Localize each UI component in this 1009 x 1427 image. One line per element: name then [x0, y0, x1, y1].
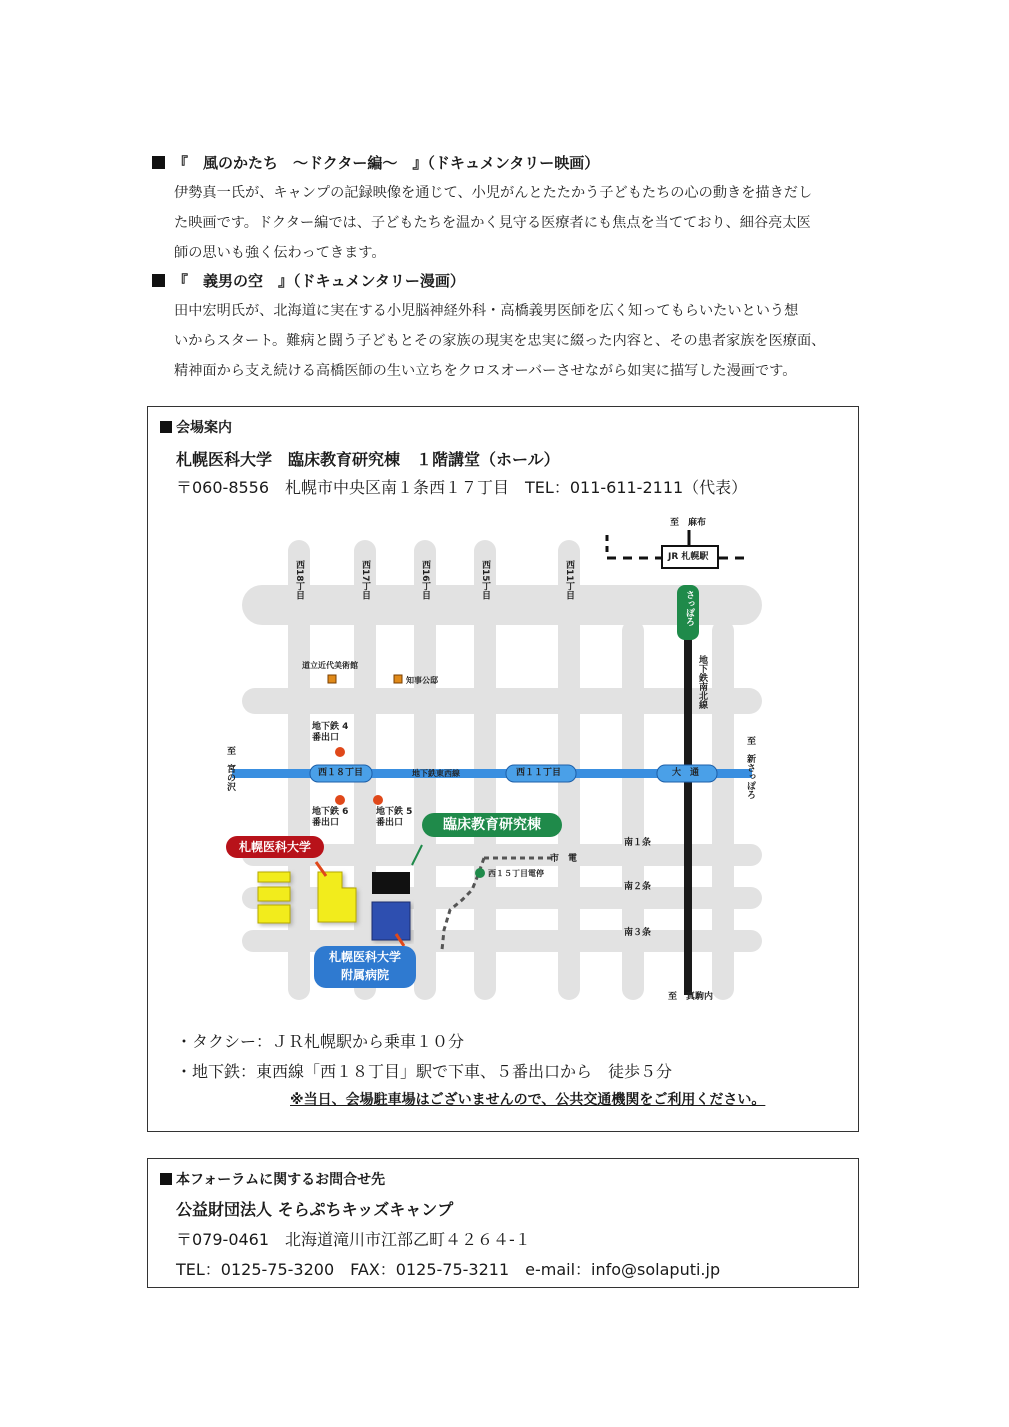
street-nishi11: 西11丁目: [564, 560, 574, 600]
namboku-line: [684, 625, 692, 995]
label-to-makomanai: 至 真駒内: [668, 992, 714, 1002]
film-line-3: 師の思いも強く伝わってきます。: [174, 245, 386, 261]
venue-title: 会場案内: [160, 417, 232, 437]
parking-note: ※当日、会場駐車場はございませんので、公共交通機関をご利用ください。: [290, 1092, 766, 1108]
bullet-square-icon: [160, 1173, 172, 1185]
label-tram-stop: 西１５丁目電停: [488, 869, 544, 878]
street-nishi17: 西17丁目: [360, 560, 370, 600]
street-nishi16: 西16丁目: [420, 560, 430, 600]
contact-address: 〒079-0461 北海道滝川市江部乙町４２６４-１: [176, 1230, 531, 1249]
hospital-label-line2: 附属病院: [340, 968, 389, 982]
university-callout: 札幌医科大学: [226, 836, 324, 858]
bullet-square-icon: [152, 156, 165, 169]
label-south3: 南３条: [624, 928, 652, 938]
label-station-odori: 大 通: [672, 768, 700, 778]
bullet-square-icon: [152, 274, 165, 287]
label-station-nishi18: 西１８丁目: [318, 768, 364, 778]
tram-stop-marker: [475, 868, 485, 878]
film-description: [174, 178, 864, 268]
access-taxi: ・タクシー：ＪＲ札幌駅から乗車１０分: [176, 1032, 465, 1051]
clinical-building-callout: 臨床教育研究棟: [422, 813, 562, 837]
label-exit5: 地下鉄 5番出口: [376, 807, 413, 828]
governor-marker: [394, 675, 402, 683]
label-tram: 市 電: [550, 854, 578, 864]
access-map: [222, 510, 782, 1010]
hospital-label-line1: 札幌医科大学: [328, 950, 401, 964]
label-to-asabu: 至 麻布: [670, 518, 707, 528]
manga-heading: 『 義男の空 』（ドキュメンタリー漫画）: [152, 270, 465, 291]
exit4-marker: [335, 747, 345, 757]
map-graphic: [222, 510, 782, 1010]
label-exit6: 地下鉄 6番出口: [312, 807, 349, 828]
label-jr-station: JR 札幌駅: [668, 552, 709, 562]
manga-line-3: 精神面から支え続ける高橋医師の生い立ちをクロスオーバーさせながら如実に描写した漫画です。: [174, 363, 797, 379]
label-south1: 南１条: [624, 838, 652, 848]
manga-line-1: 田中宏明氏が、北海道に実在する小児脳神経外科・高橋義男医師を広く知ってもらいたいという想: [174, 303, 799, 319]
label-museum: 道立近代美術館: [302, 661, 358, 670]
bullet-square-icon: [160, 421, 172, 433]
label-tozai-line: 地下鉄東西線: [412, 769, 460, 778]
hospital-building: [372, 902, 410, 940]
exit5-marker: [373, 795, 383, 805]
hospital-callout: [314, 946, 416, 988]
film-line-2: た映画です。ドクター編では、子どもたちを温かく見守る医療者にも焦点を当てており、細谷亮太医: [174, 215, 811, 231]
label-to-shin-sapporo: 至 新さっぽろ: [745, 736, 755, 799]
manga-description: [174, 296, 864, 386]
film-line-1: 伊勢真一氏が、キャンプの記録映像を通じて、小児がんとたたかう子どもたちの心の動きを描きだし: [174, 185, 813, 201]
contact-org: 公益財団法人 そらぷちキッズキャンプ: [176, 1200, 454, 1219]
contact-box: [147, 1158, 859, 1288]
contact-title: 本フォーラムに関するお問合せ先: [160, 1169, 385, 1189]
manga-line-2: いからスタート。難病と闘う子どもとその家族の現実を忠実に綴った内容と、その患者家族を医療面、: [174, 333, 826, 349]
access-subway: ・地下鉄：東西線「西１８丁目」駅で下車、５番出口から 徒歩５分: [176, 1062, 673, 1081]
venue-place: 札幌医科大学 臨床教育研究棟 １階講堂（ホール）: [176, 450, 560, 469]
museum-marker: [328, 675, 336, 683]
label-namboku-line: 地下鉄南北線: [697, 655, 707, 709]
contact-phone: TEL：0125-75-3200 FAX：0125-75-3211 e-mail：info@solaputi.jp: [176, 1260, 721, 1279]
label-governor: 知事公邸: [406, 676, 438, 685]
label-to-miyanosawa: 至 宮の沢: [225, 746, 235, 791]
venue-address: 〒060-8556 札幌市中央区南１条西１７丁目 TEL：011-611-2111（代表）: [176, 478, 748, 497]
exit6-marker: [335, 795, 345, 805]
street-nishi18: 西18丁目: [294, 560, 304, 600]
clinical-building-marker: [372, 872, 410, 894]
label-south2: 南２条: [624, 882, 652, 892]
label-exit4: 地下鉄 4番出口: [312, 722, 349, 743]
label-sapporo-line: さっぽろ: [684, 590, 694, 626]
label-station-nishi11: 西１１丁目: [516, 768, 562, 778]
film-heading: 『 風のかたち ～ドクター編～ 』（ドキュメンタリー映画）: [152, 152, 599, 173]
street-nishi15: 西15丁目: [480, 560, 490, 600]
